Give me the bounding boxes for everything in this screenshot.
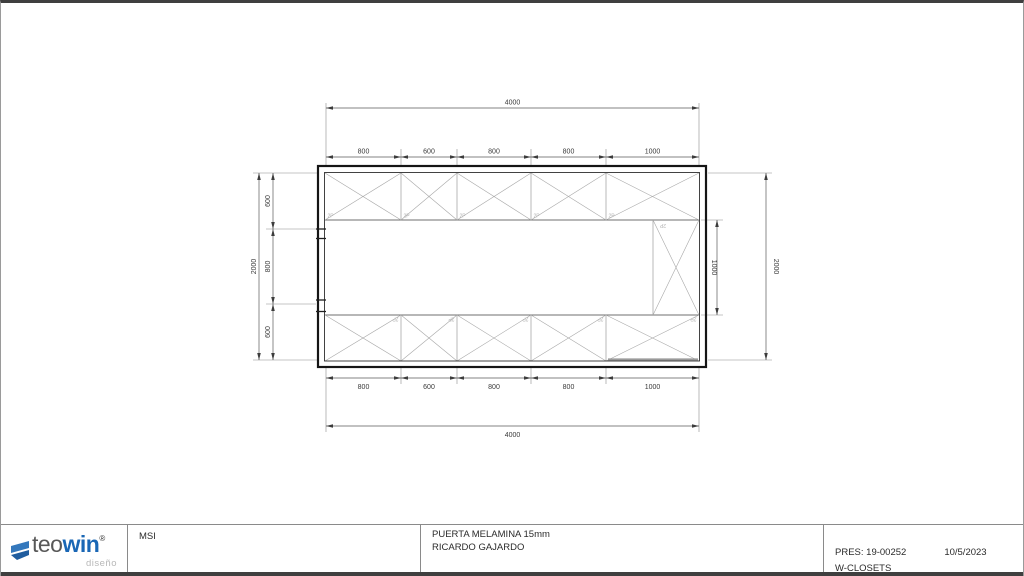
dim-arrow bbox=[271, 229, 275, 236]
module-label: 2P bbox=[327, 213, 334, 220]
dim-arrow bbox=[326, 106, 333, 110]
closet-floor-plan bbox=[1, 3, 1024, 576]
dimension-text: 4000 bbox=[504, 432, 521, 439]
dim-arrow bbox=[450, 155, 457, 159]
dim-arrow bbox=[271, 297, 275, 304]
dim-arrow bbox=[457, 155, 464, 159]
dimension-text: 4000 bbox=[504, 99, 521, 107]
dim-arrow bbox=[257, 173, 261, 180]
outer-wall bbox=[318, 166, 706, 367]
dimension-text: 600 bbox=[265, 326, 272, 338]
pres-number: 19-00252 bbox=[866, 547, 907, 558]
dim-arrow bbox=[450, 376, 457, 380]
brand-win: win bbox=[62, 531, 100, 557]
dim-arrow bbox=[692, 106, 699, 110]
dim-arrow bbox=[257, 353, 261, 360]
dim-arrow bbox=[764, 173, 768, 180]
pres-row bbox=[835, 545, 1023, 561]
teowin-logo-icon bbox=[10, 539, 30, 562]
module-label: 2P bbox=[459, 213, 466, 220]
dimension-text: 1000 bbox=[710, 259, 717, 276]
module-label: 2P bbox=[392, 315, 399, 322]
inner-wall bbox=[325, 173, 700, 362]
dimension-text: 600 bbox=[423, 384, 435, 391]
registered-mark: ® bbox=[99, 534, 105, 544]
dimension-text: 600 bbox=[265, 195, 272, 207]
module-label: 2P bbox=[690, 315, 697, 322]
dim-arrow bbox=[692, 155, 699, 159]
date: 10/5/2023 bbox=[944, 547, 987, 558]
dimension-text: 800 bbox=[265, 260, 272, 273]
project-code: MSI bbox=[139, 531, 156, 542]
description-line1: PUERTA MELAMINA 15mm bbox=[432, 529, 550, 540]
dimension-text: 800 bbox=[488, 148, 500, 156]
module-label: 2P bbox=[659, 222, 666, 228]
dim-arrow bbox=[692, 376, 699, 380]
dim-arrow bbox=[394, 376, 401, 380]
dim-arrow bbox=[457, 376, 464, 380]
module-label: 2P bbox=[522, 315, 529, 322]
dimension-text: 800 bbox=[488, 384, 500, 391]
dim-arrow bbox=[394, 155, 401, 159]
teowin-logo bbox=[1, 525, 127, 572]
title-block bbox=[1, 524, 1023, 576]
module-label: 2P bbox=[533, 213, 540, 220]
brand-teo: teo bbox=[32, 531, 63, 557]
brand-wordmark bbox=[32, 531, 105, 558]
dim-arrow bbox=[715, 308, 719, 315]
pres-label: PRES: bbox=[835, 547, 864, 558]
dim-arrow bbox=[606, 155, 613, 159]
description-line2: RICARDO GAJARDO bbox=[432, 541, 525, 553]
module-label: 2P bbox=[608, 213, 615, 220]
dimension-text: 800 bbox=[357, 384, 370, 391]
dimension-text: 800 bbox=[562, 148, 575, 156]
dim-arrow bbox=[271, 353, 275, 360]
dim-arrow bbox=[326, 376, 333, 380]
dimension-text: 1000 bbox=[644, 384, 661, 391]
dim-arrow bbox=[271, 304, 275, 311]
dimension-text: 600 bbox=[423, 148, 435, 156]
dim-arrow bbox=[606, 376, 613, 380]
module-label: 2P bbox=[448, 315, 455, 322]
dimension-text: 800 bbox=[562, 384, 575, 391]
description-cell bbox=[420, 525, 823, 572]
dimension-text: 2000 bbox=[251, 258, 258, 275]
dim-arrow bbox=[326, 424, 333, 428]
dim-arrow bbox=[524, 376, 531, 380]
module-label: 2P bbox=[597, 315, 604, 322]
dim-arrow bbox=[524, 155, 531, 159]
dim-arrow bbox=[271, 222, 275, 229]
brand-tagline: diseño bbox=[86, 558, 117, 569]
drawing-code: W-CLOSETS bbox=[835, 563, 892, 574]
dim-arrow bbox=[599, 376, 606, 380]
dim-arrow bbox=[764, 353, 768, 360]
dim-arrow bbox=[271, 173, 275, 180]
project-code-cell bbox=[127, 525, 420, 572]
dim-arrow bbox=[326, 155, 333, 159]
dim-arrow bbox=[599, 155, 606, 159]
dim-arrow bbox=[531, 376, 538, 380]
dimension-text: 2000 bbox=[772, 258, 779, 275]
meta-cell bbox=[823, 525, 1023, 572]
dim-arrow bbox=[401, 155, 408, 159]
dimension-text: 1000 bbox=[644, 148, 661, 156]
dim-arrow bbox=[401, 376, 408, 380]
dim-arrow bbox=[531, 155, 538, 159]
dim-arrow bbox=[692, 424, 699, 428]
module-label: 2P bbox=[403, 213, 410, 220]
dim-arrow bbox=[715, 220, 719, 227]
dimension-text: 800 bbox=[357, 148, 370, 156]
